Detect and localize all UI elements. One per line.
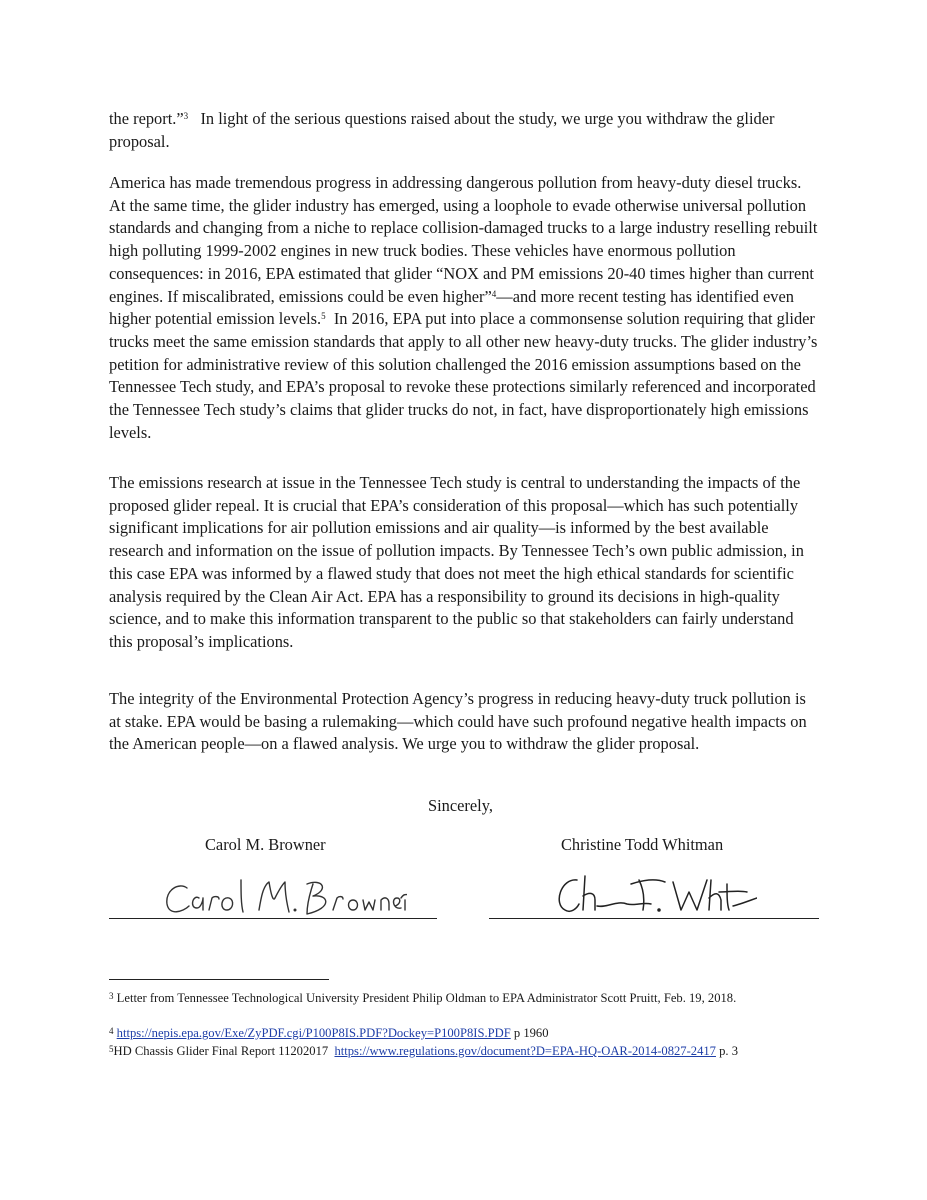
footnote-ref-4[interactable]: 4 [491, 288, 497, 299]
paragraph-4: The integrity of the Environmental Protection Agency’s progress in reducing heavy-duty truck pollution is at stake. EPA would be basing a rulemaking—which could have such profound negative health impacts on the American people—on a flawed analysis. We urge you to withdraw the glider proposal. [109, 689, 807, 754]
footnote-3-number: 3 [109, 991, 114, 1001]
p1-text-b: In light of the serious questions raised about the study, we urge you withdraw the glider proposal. [109, 109, 775, 151]
signature-christine-whitman [547, 870, 757, 920]
footnote-4 [109, 1023, 819, 1043]
footnote-5-link[interactable]: https://www.regulations.gov/document?D=EPA-HQ-OAR-2014-0827-2417 [334, 1044, 716, 1058]
footnote-4-page: p 1960 [513, 1026, 549, 1040]
signature-carol-browner [157, 868, 407, 924]
footnote-ref-3[interactable]: 3 [183, 111, 189, 121]
p2-text-b: —and more recent testing has identified even higher potential emission levels. [109, 286, 794, 329]
signature-line-right [489, 918, 819, 919]
closing-salutation: Sincerely, [428, 796, 493, 815]
paragraph-1 [109, 108, 819, 153]
signatory-name-right: Christine Todd Whitman [561, 835, 724, 854]
footnote-5-number: 5 [109, 1044, 114, 1054]
signatory-name-left: Carol M. Browner [205, 835, 326, 854]
footnote-ref-5[interactable]: 5 [321, 311, 326, 322]
paragraph-3: The emissions research at issue in the Tennessee Tech study is central to understanding the impacts of the proposed glider repeal. It is crucial that EPA’s consideration of this proposal—which has such potentially significant implications for air pollution emissions and air quality—is informed by the best available research and information on the issue of pollution impacts. By Tennessee Tech’s own public admission, in this case EPA was informed by a flawed study that does not meet the high ethical standards for scientific analysis required by the Clean Air Act. EPA has a responsibility to ground its decisions in high-quality science, and to make this information transparent to the public so that stakeholders can fairly understand this proposal’s implications. [109, 473, 804, 651]
footnote-3-text: Letter from Tennessee Technological University President Philip Oldman to EPA Administrator Scott Pruitt, Feb. 19, 2018. [116, 991, 737, 1005]
signature-line-left [109, 918, 437, 919]
p2-text-a: America has made tremendous progress in addressing dangerous pollution from heavy-duty diesel trucks. At the same time, the glider industry has emerged, using a loophole to evade otherwise universal pollution standards and changing from a niche to replace collision-damaged trucks to a large industry reselling rebuilt high polluting 1999-2002 engines in new truck bodies. These vehicles have enormous pollution consequences: in 2016, EPA estimated that glider “NOX and PM emissions 20-40 times higher than current engines. If miscalibrated, emissions could be even higher” [109, 173, 818, 306]
footnote-4-link[interactable]: https://nepis.epa.gov/Exe/ZyPDF.cgi/P100P8IS.PDF?Dockey=P100P8IS.PDF [116, 1026, 511, 1040]
paragraph-2 [109, 172, 819, 444]
footnote-3 [109, 988, 819, 1008]
p1-text-a: the report.” [109, 109, 184, 128]
footnote-4-number: 4 [109, 1026, 114, 1036]
footnote-5-text: HD Chassis Glider Final Report 11202017 [113, 1044, 329, 1058]
footnote-5 [109, 1041, 819, 1061]
footnote-5-page: p. 3 [719, 1044, 739, 1058]
footnote-separator [109, 979, 329, 980]
p2-text-c: In 2016, EPA put into place a commonsense solution requiring that glider trucks meet the same emission standards that apply to all other new heavy-duty trucks. The glider industry’s petition for administrative review of this solution challenged the 2016 emission assumptions based on the Tennessee Tech study, and EPA’s proposal to revoke these protections similarly referenced and incorporated the Tennessee Tech study’s claims that glider trucks do not, in fact, have disproportionately high emissions levels. [109, 309, 818, 442]
